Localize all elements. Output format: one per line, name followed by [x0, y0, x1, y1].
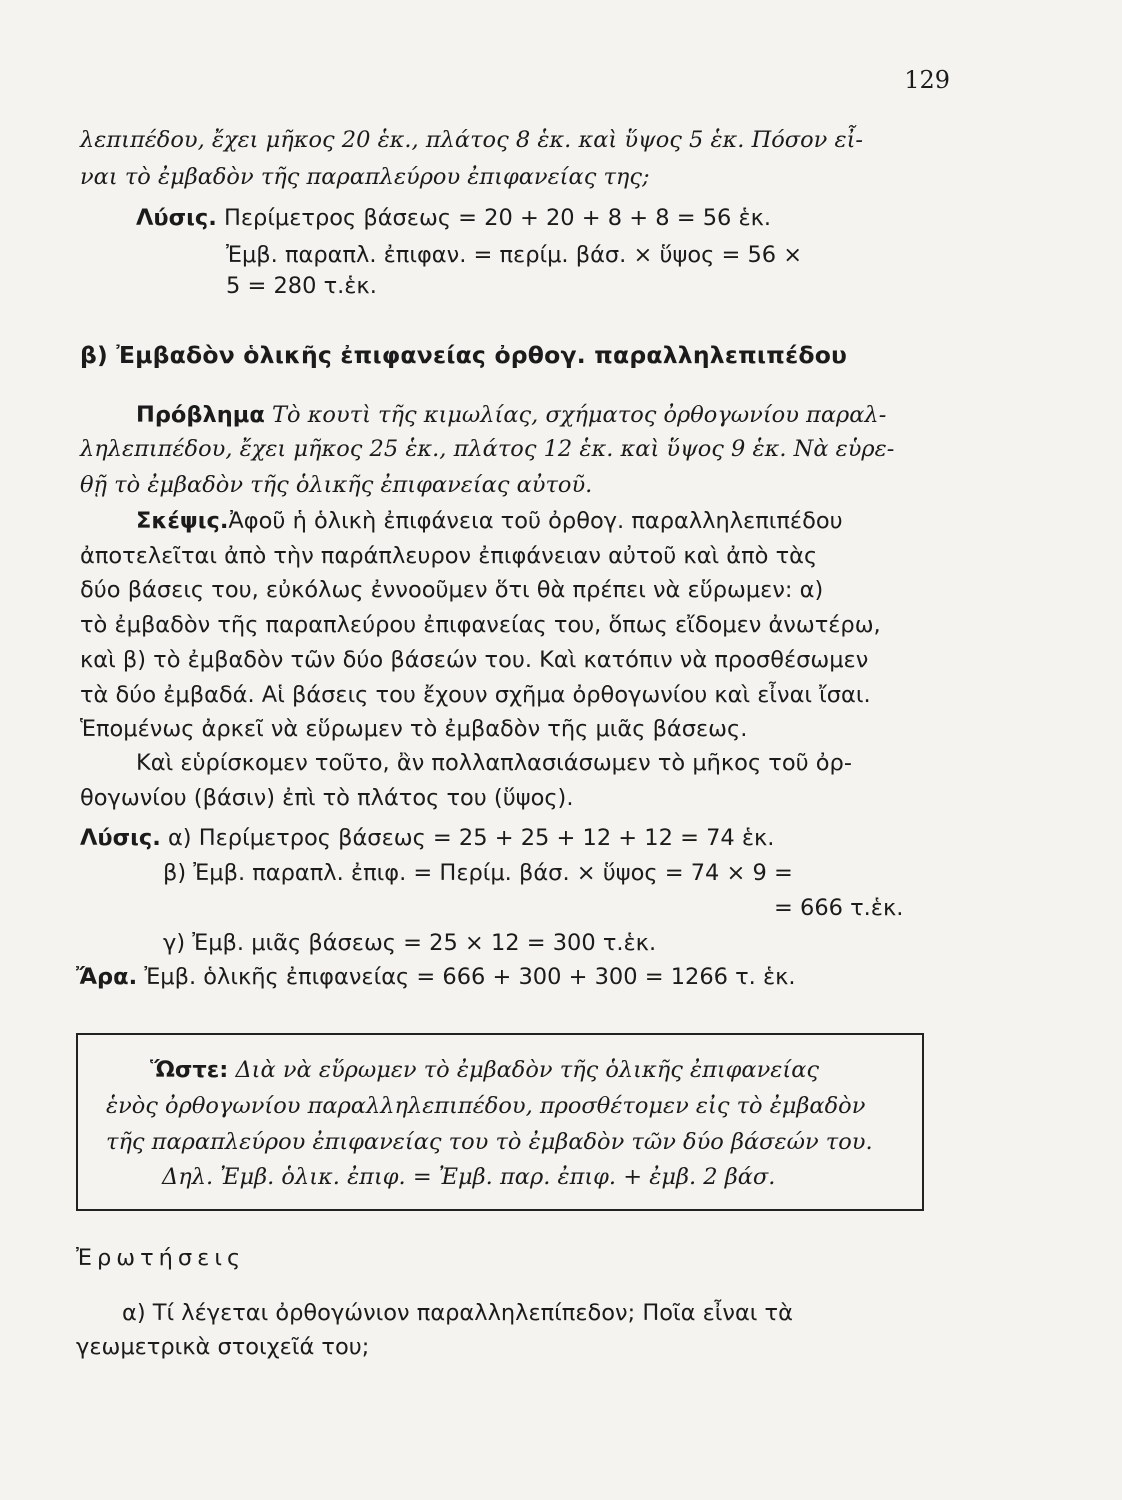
reasoning-line-2: ἀποτελεῖται ἀπὸ τὴν παράπλευρον ἐπιφάνειαν αὐτοῦ καὶ ἀπὸ τὰς: [80, 543, 818, 569]
problem-label: Πρόβλημα: [136, 402, 265, 428]
solution1-line-1: Περίμετρος βάσεως = 20 + 20 + 8 + 8 = 56 ἑκ.: [223, 205, 772, 231]
solution2-result-row: [76, 962, 796, 992]
solution2-result-label: Ἄρα.: [76, 964, 138, 990]
solution2-result: Ἐμβ. ὁλικῆς ἐπιφανείας = 666 + 300 + 300 = 1266 τ. ἑκ.: [144, 964, 796, 990]
problem-row-1: [136, 400, 886, 430]
solution1-label: Λύσις.: [136, 205, 217, 231]
question-1-line-2: γεωμετρικὰ στοιχεῖά του;: [76, 1334, 370, 1360]
reasoning-line-9: θογωνίου (βάσιν) ἐπὶ τὸ πλάτος του (ὕψος).: [80, 785, 574, 811]
solution2-line-2: β) Ἐμβ. παραπλ. ἐπιφ. = Περίμ. βάσ. × ὕψος = 74 × 9 =: [163, 860, 793, 886]
problem-line-2: ληλεπιπέδου, ἔχει μῆκος 25 ἑκ., πλάτος 12 ἑκ. καὶ ὕψος 9 ἑκ. Νὰ εὑρε-: [80, 436, 895, 462]
page-number: 129: [904, 66, 950, 94]
reasoning-label: Σκέψις.: [136, 508, 229, 534]
summary-row-1: [150, 1055, 819, 1085]
solution1-line-2: Ἐμβ. παραπλ. ἐπιφαν. = περίμ. βάσ. × ὕψος = 56 ×: [226, 242, 803, 268]
reasoning-line-1: Ἀφοῦ ἡ ὁλικὴ ἐπιφάνεια τοῦ ὀρθογ. παραλληλεπιπέδου: [228, 508, 843, 534]
questions-heading: Ἐρωτήσεις: [76, 1245, 246, 1271]
problem-line-3: θῇ τὸ ἐμβαδὸν τῆς ὁλικῆς ἐπιφανείας αὐτοῦ.: [80, 472, 593, 498]
solution2-line-1: α) Περίμετρος βάσεως = 25 + 25 + 12 + 12 = 74 ἑκ.: [167, 825, 775, 851]
reasoning-row-1: [136, 506, 843, 536]
reasoning-line-4: τὸ ἐμβαδὸν τῆς παραπλεύρου ἐπιφανείας του, ὅπως εἴδομεν ἀνωτέρω,: [80, 612, 881, 638]
solution2-line-4: γ) Ἐμβ. μιᾶς βάσεως = 25 × 12 = 300 τ.ἑκ.: [163, 930, 657, 956]
summary-formula: Δηλ. Ἐμβ. ὁλικ. ἐπιφ. = Ἐμβ. παρ. ἐπιφ. + ἐμβ. 2 βάσ.: [162, 1164, 776, 1190]
solution2-line-3: = 666 τ.ἑκ.: [774, 895, 904, 921]
reasoning-line-3: δύο βάσεις του, εὐκόλως ἐννοοῦμεν ὅτι θὰ πρέπει νὰ εὕρωμεν: α): [80, 577, 824, 603]
summary-line-3: τῆς παραπλεύρου ἐπιφανείας του τὸ ἐμβαδὸν τῶν δύο βάσεών του.: [106, 1129, 873, 1155]
intro-line-2: ναι τὸ ἐμβαδὸν τῆς παραπλεύρου ἐπιφανείας της;: [80, 164, 650, 190]
problem-line-1: Τὸ κουτὶ τῆς κιμωλίας, σχήματος ὀρθογωνίου παραλ-: [271, 402, 887, 428]
summary-label: Ὥστε:: [150, 1057, 229, 1083]
intro-line-1: λεπιπέδου, ἔχει μῆκος 20 ἑκ., πλάτος 8 ἑκ. καὶ ὕψος 5 ἑκ. Πόσον εἶ-: [80, 127, 863, 153]
reasoning-line-7: Ἑπομένως ἀρκεῖ νὰ εὕρωμεν τὸ ἐμβαδὸν τῆς μιᾶς βάσεως.: [80, 716, 748, 742]
solution2-row-1: [80, 823, 774, 853]
reasoning-line-8: Καὶ εὑρίσκομεν τοῦτο, ἂν πολλαπλασιάσωμεν τὸ μῆκος τοῦ ὀρ-: [136, 750, 852, 776]
section-heading: β) Ἐμβαδὸν ὁλικῆς ἐπιφανείας ὀρθογ. παραλληλεπιπέδου: [80, 341, 848, 369]
reasoning-line-6: τὰ δύο ἐμβαδά. Αἱ βάσεις του ἔχουν σχῆμα ὀρθογωνίου καὶ εἶναι ἴσαι.: [80, 682, 871, 708]
summary-box: [76, 1033, 924, 1211]
reasoning-line-5: καὶ β) τὸ ἐμβαδὸν τῶν δύο βάσεών του. Καὶ κατόπιν νὰ προσθέσωμεν: [80, 647, 869, 673]
solution1-row-1: [136, 203, 771, 233]
question-1-line-1: α) Τί λέγεται ὀρθογώνιον παραλληλεπίπεδον; Ποῖα εἶναι τὰ: [122, 1300, 793, 1326]
solution2-label: Λύσις.: [80, 825, 161, 851]
summary-line-1: Διὰ νὰ εὕρωμεν τὸ ἐμβαδὸν τῆς ὁλικῆς ἐπιφανείας: [235, 1057, 819, 1083]
summary-line-2: ἑνὸς ὀρθογωνίου παραλληλεπιπέδου, προσθέτομεν εἰς τὸ ἐμβαδὸν: [106, 1093, 866, 1119]
solution1-line-3: 5 = 280 τ.ἑκ.: [226, 273, 377, 299]
